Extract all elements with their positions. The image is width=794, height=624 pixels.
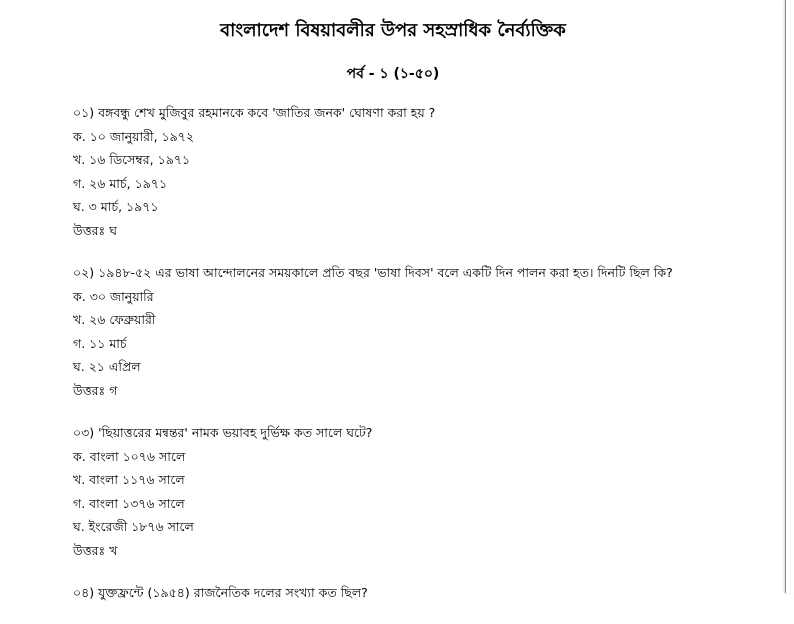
answer-line: উত্তরঃ ঘ: [73, 222, 117, 238]
document-title: বাংলাদেশ বিষয়াবলীর উপর সহস্রাধিক নৈর্ব্যক্তিক: [220, 20, 566, 41]
option-ka: ক. ৩০ জানুয়ারি: [73, 288, 154, 304]
option-kha: খ. বাংলা ১১৭৬ সালে: [73, 472, 185, 487]
option-gha: ঘ. ২১ এপ্রিল: [73, 359, 141, 374]
question-2: [73, 261, 753, 402]
option-ga: গ. বাংলা ১৩৭৬ সালে: [73, 495, 185, 511]
option-gha: ঘ. ইংরেজী ১৮৭৬ সালে: [73, 519, 194, 534]
question-text: ০১) বঙ্গবন্ধু শেখ মুজিবুর রহমানকে কবে 'জাতির জনক' ঘোষণা করা হয় ?: [73, 105, 436, 120]
option-kha: খ. ১৬ ডিসেম্বর, ১৯৭১: [73, 152, 191, 167]
option-kha: খ. ২৬ ফেব্রুয়ারী: [73, 312, 156, 327]
option-gha: ঘ. ৩ মার্চ, ১৯৭১: [73, 199, 159, 214]
question-list: [73, 101, 753, 624]
option-ga: গ. ২৬ মার্চ, ১৯৭১: [73, 175, 168, 191]
page-right-edge: [785, 0, 794, 593]
answer-line: উত্তরঃ গ: [73, 382, 118, 398]
document-subtitle: পর্ব - ১ (১-৫০): [346, 66, 440, 82]
question-text: ০৩) 'ছিয়াত্তরের মন্বন্তর' নামক ভয়াবহ দুর্ভিক্ষ কত সালে ঘটে?: [73, 425, 373, 440]
option-ka: ক. বাংলা ১০৭৬ সালে: [73, 448, 186, 464]
question-text: ০৪) যুক্তফ্রন্টে (১৯৫৪) রাজনৈতিক দলের সংখ্যা কত ছিল?: [73, 585, 368, 600]
question-1: [73, 101, 753, 242]
question-3: [73, 421, 753, 562]
option-ga: গ. ১১ মার্চ: [73, 335, 127, 351]
answer-line: উত্তরঃ খ: [73, 542, 118, 558]
question-text: ০২) ১৯৪৮-৫২ এর ভাষা আন্দোলনের সময়কালে প্রতি বছর 'ভাষা দিবস' বলে একটি দিন পালন করা হত। দিনটি ছিল কি?: [73, 265, 673, 280]
option-ka: ক. ১০ জানুয়ারী, ১৯৭২: [73, 128, 195, 144]
